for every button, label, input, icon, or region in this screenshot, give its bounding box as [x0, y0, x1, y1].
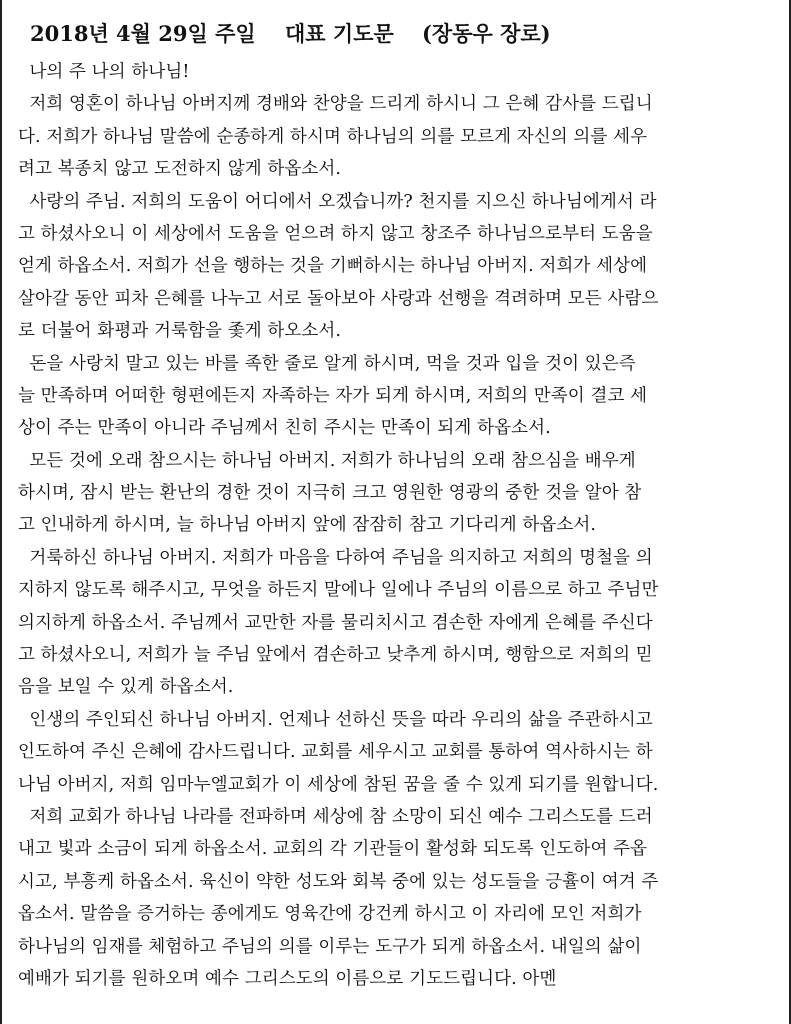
text-line: 내고 빛과 소금이 되게 하옵소서. 교회의 각 기관들이 활성화 되도록 인도하여 주옵	[18, 839, 648, 860]
text-line: 고 인내하게 하시며, 늘 하나님 아버지 앞에 잠잠히 참고 기다리게 하옵소서.	[18, 515, 597, 536]
text-line: 상이 주는 만족이 아니라 주님께서 친히 주시는 만족이 되게 하옵소서.	[18, 418, 551, 439]
text-line: 인생의 주인되신 하나님 아버지. 언제나 선하신 뜻을 따라 우리의 삶을 주관하시고	[18, 709, 653, 730]
text-line: 지하지 않도록 해주시고, 무엇을 하든지 말에나 일에나 주님의 이름으로 하고 주님만	[18, 580, 659, 601]
text-line: 나의 주 나의 하나님!	[18, 62, 190, 82]
text-line: 살아갈 동안 피차 은혜를 나누고 서로 돌아보아 사랑과 선행을 격려하며 모든 사람으	[18, 288, 659, 309]
text-line: 다. 저희가 하나님 말씀에 순종하게 하시며 하나님의 의를 모르게 자신의 의를 세우	[18, 126, 648, 147]
text-line: 저희 교회가 하나님 나라를 전파하며 세상에 참 소망이 되신 예수 그리스도를 드러	[18, 806, 653, 827]
text-line: 려고 복종치 않고 도전하지 않게 하옵소서.	[18, 159, 342, 180]
text-line: 고 하셨사오니, 저희가 늘 주님 앞에서 겸손하고 낮추게 하시며, 행함으로 저희의 믿	[18, 645, 653, 666]
prayer-header	[30, 18, 770, 48]
text-line: 거룩하신 하나님 아버지. 저희가 마음을 다하여 주님을 의지하고 저희의 명철을 의	[18, 547, 653, 568]
text-line: 하나님의 임재를 체험하고 주님의 의를 이루는 도구가 되게 하옵소서. 내일의 삶이	[18, 936, 642, 957]
text-line: 늘 만족하며 어떠한 형편에든지 자족하는 자가 되게 하시며, 저희의 만족이 결코 세	[18, 385, 648, 406]
text-line: 음을 보일 수 있게 하옵소서.	[18, 677, 234, 698]
text-line: 시고, 부흥케 하옵소서. 육신이 약한 성도와 회복 중에 있는 성도들을 긍휼이 여겨 주	[18, 871, 659, 892]
text-line: 저희 영혼이 하나님 아버지께 경배와 찬양을 드리게 하시니 그 은혜 감사를 드립니	[18, 94, 653, 115]
text-line: 얻게 하옵소서. 저희가 선을 행하는 것을 기뻐하시는 하나님 아버지. 저희가 세상에	[18, 256, 648, 277]
text-line: 모든 것에 오래 참으시는 하나님 아버지. 저희가 하나님의 오래 참으심을 배우게	[18, 450, 636, 471]
text-line: 나님 아버지, 저희 임마누엘교회가 이 세상에 참된 꿈을 줄 수 있게 되기를 원합니다.	[18, 774, 659, 795]
prayer-title: 대표 기도문	[285, 21, 394, 46]
text-line: 돈을 사랑치 말고 있는 바를 족한 줄로 알게 하시며, 먹을 것과 입을 것이 있은즉	[18, 353, 636, 374]
prayer-body	[18, 56, 774, 995]
text-line: 고 하셨사오니 이 세상에서 도움을 얻으려 하지 않고 창조주 하나님으로부터 도움을	[18, 223, 653, 244]
text-line: 인도하여 주신 은혜에 감사드립니다. 교회를 세우시고 교회를 통하여 역사하시는 하	[18, 742, 653, 763]
text-line: 사랑의 주님. 저희의 도움이 어디에서 오겠습니까? 천지를 지으신 하나님에게서 라	[18, 191, 657, 212]
text-line: 옵소서. 말씀을 증거하는 종에게도 영육간에 강건케 하시고 이 자리에 모인 저희가	[18, 904, 642, 925]
text-line: 예배가 되기를 원하오며 예수 그리스도의 이름으로 기도드립니다. 아멘	[18, 968, 557, 989]
prayer-author: (장동우 장로)	[422, 21, 551, 46]
text-line: 의지하게 하옵소서. 주님께서 교만한 자를 물리치시고 겸손한 자에게 은혜를 주신다	[18, 612, 653, 633]
prayer-date: 2018년 4월 29일 주일	[30, 21, 256, 46]
text-line: 로 더불어 화평과 거룩함을 좇게 하오소서.	[18, 321, 342, 342]
text-line: 하시며, 잠시 받는 환난의 경한 것이 지극히 크고 영원한 영광의 중한 것을 알아 참	[18, 483, 642, 504]
